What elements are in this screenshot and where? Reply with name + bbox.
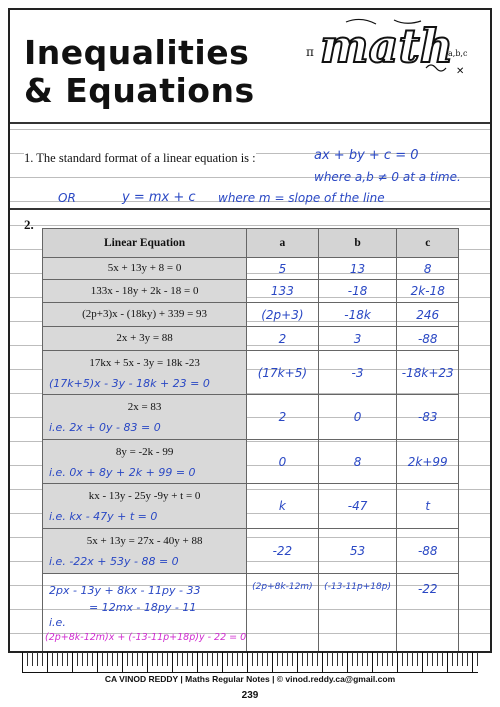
coef-a: 0: [247, 440, 318, 484]
coef-c: -83: [397, 395, 459, 440]
table-row: [43, 440, 459, 484]
coef-b: -3: [318, 351, 397, 395]
page-number: 239: [241, 690, 259, 701]
table-row-handwritten: [43, 574, 459, 654]
coef-a: (2p+3): [247, 303, 318, 327]
coef-b: -18k: [318, 303, 397, 327]
col-header-b: b: [318, 229, 397, 258]
equation-cell: 5x + 13y + 8 = 0: [43, 258, 247, 280]
equation-cell: 2x = 83 i.e. 2x + 0y - 83 = 0: [43, 395, 247, 440]
coef-b: 0: [318, 395, 397, 440]
hw-rewritten-equation: i.e. -22x + 53y - 88 = 0: [49, 555, 179, 568]
coef-c: -22: [397, 574, 459, 654]
equation-cell: 2x + 3y = 88: [43, 327, 247, 351]
table-row: [43, 327, 459, 351]
coef-c: 246: [397, 303, 459, 327]
table-row: [43, 280, 459, 303]
coef-b: 53: [318, 529, 397, 574]
logo-pi: π: [306, 45, 314, 59]
footer: [22, 652, 478, 688]
coef-b: 13: [318, 258, 397, 280]
coef-c: -18k+23: [397, 351, 459, 395]
hw-condition: where a,b ≠ 0 at a time.: [314, 170, 461, 184]
table-header-row: [43, 229, 459, 258]
hw-slope-note: where m = slope of the line: [218, 191, 385, 205]
hw-standard-form: ax + by + c = 0: [314, 148, 419, 163]
page-title-line2: & Equations: [24, 71, 255, 110]
coefficient-table: [42, 228, 459, 653]
col-header-equation: Linear Equation: [43, 229, 247, 258]
hw-rewritten-equation: i.e. 2x + 0y - 83 = 0: [49, 421, 161, 434]
equation-cell: 5x + 13y = 27x - 40y + 88 i.e. -22x + 53y - 88 = 0: [43, 529, 247, 574]
coef-c: 2k+99: [397, 440, 459, 484]
coef-a: 133: [247, 280, 318, 303]
author-credit: CA VINOD REDDY | Maths Regular Notes | © vinod.reddy.ca@gmail.com: [104, 674, 396, 684]
page-frame: [8, 8, 492, 653]
hw-slope-form: y = mx + c: [122, 190, 196, 205]
coef-b: -18: [318, 280, 397, 303]
hw-line3: i.e.: [49, 615, 66, 629]
equation-cell: 8y = -2k - 99 i.e. 0x + 8y + 2k + 99 = 0: [43, 440, 247, 484]
table-row: [43, 303, 459, 327]
equation-cell: kx - 13y - 25y -9y + t = 0 i.e. kx - 47y + t = 0: [43, 484, 247, 529]
hw-line2: = 12mx - 18py - 11: [89, 600, 197, 614]
equation-cell: (2p+3)x - (18ky) + 339 = 93: [43, 303, 247, 327]
coef-a: 2: [247, 327, 318, 351]
table-row: [43, 484, 459, 529]
equation-cell: 133x - 18y + 2k - 18 = 0: [43, 280, 247, 303]
table-row: [43, 351, 459, 395]
col-header-c: c: [397, 229, 459, 258]
coef-a: (2p+8k-12m): [247, 574, 318, 654]
equation-cell: [43, 574, 247, 654]
coef-b: 8: [318, 440, 397, 484]
logo-text: math: [320, 19, 454, 73]
hw-rewritten-equation: i.e. kx - 47y + t = 0: [49, 510, 158, 523]
coef-c: 8: [397, 258, 459, 280]
coef-b: 3: [318, 327, 397, 351]
coef-a: k: [247, 484, 318, 529]
table-row: [43, 395, 459, 440]
col-header-a: a: [247, 229, 318, 258]
ruler-baseline: [22, 672, 478, 673]
section-divider: [10, 208, 490, 210]
hw-or: OR: [58, 191, 76, 205]
coef-b: -47: [318, 484, 397, 529]
ruler-major-ticks: [22, 652, 478, 672]
equation-cell: 17kx + 5x - 3y = 18k -23 (17k+5)x - 3y - 18k + 23 = 0: [43, 351, 247, 395]
hw-rewritten-equation: (17k+5)x - 3y - 18k + 23 = 0: [49, 376, 210, 390]
coef-b: (-13-11p+18p): [318, 574, 397, 654]
question-1-text: 1. The standard format of a linear equation is :: [24, 151, 256, 165]
coef-c: 2k-18: [397, 280, 459, 303]
coef-a: 2: [247, 395, 318, 440]
coef-c: -88: [397, 327, 459, 351]
coef-c: -88: [397, 529, 459, 574]
page-title-line1: Inequalities: [24, 33, 250, 72]
coef-a: (17k+5): [247, 351, 318, 395]
hw-rewritten-equation: i.e. 0x + 8y + 2k + 99 = 0: [49, 465, 196, 479]
svg-text:✕: ✕: [456, 66, 465, 77]
hw-line4: (2p+8k-12m)x + (-13-11p+18p)y - 22 = 0: [45, 631, 247, 643]
coef-c: t: [397, 484, 459, 529]
logo-abc: a,b,c: [448, 49, 468, 58]
question-2-label: 2.: [24, 217, 34, 232]
math-logo: [306, 16, 481, 78]
table-row: [43, 258, 459, 280]
header: [10, 10, 490, 124]
hw-line1: 2px - 13y + 8kx - 11py - 33: [49, 583, 201, 597]
coef-a: -22: [247, 529, 318, 574]
coef-a: 5: [247, 258, 318, 280]
table-row: [43, 529, 459, 574]
